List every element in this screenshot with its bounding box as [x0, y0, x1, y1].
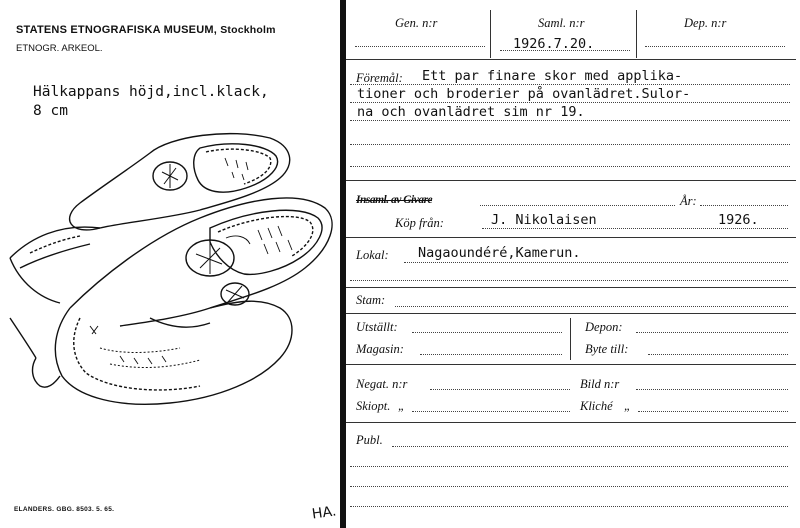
publ-line-4	[350, 506, 788, 507]
header-bottom-rule	[346, 59, 796, 60]
photo-bottom-rule	[346, 422, 796, 423]
foremal-rule-1	[350, 84, 790, 85]
publ-line-1	[392, 446, 788, 447]
header-divider-2	[636, 10, 637, 58]
saml-nr-value: 1926.7.20.	[513, 36, 595, 52]
utstallt-line	[412, 332, 562, 333]
kop-fran-line	[482, 228, 788, 229]
foremal-line-3: na och ovanlädret sim nr 19.	[357, 104, 585, 120]
ar-label: År:	[680, 194, 697, 208]
height-note-line1: Hälkappans höjd,incl.klack,	[33, 84, 269, 100]
struck-collector-label: Insaml. av Givare	[356, 194, 433, 206]
publ-line-3	[350, 486, 788, 487]
magasin-label: Magasin:	[356, 342, 404, 356]
kliche-line	[638, 411, 788, 412]
negat-line	[430, 389, 570, 390]
lokal-line-2	[350, 280, 788, 281]
museum-city: Stockholm	[220, 24, 276, 36]
department-label: ETNOGR. ARKEOL.	[16, 43, 103, 54]
museum-name	[16, 24, 276, 36]
magasin-line	[420, 354, 562, 355]
publ-label: Publ.	[356, 433, 383, 447]
storage-divider	[570, 318, 571, 360]
height-note	[33, 83, 269, 121]
depon-line	[636, 332, 788, 333]
byte-till-line	[648, 354, 788, 355]
bild-label: Bild n:r	[580, 377, 620, 391]
header-divider-1	[490, 10, 491, 58]
kliche-label: Kliché	[580, 399, 613, 413]
ar-line	[700, 205, 788, 206]
height-note-line2: 8 cm	[33, 103, 68, 119]
stam-bottom-rule	[346, 313, 796, 314]
storage-bottom-rule	[346, 364, 796, 365]
utstallt-label: Utställt:	[356, 320, 398, 334]
publ-line-2	[350, 466, 788, 467]
foremal-rule-5	[350, 166, 790, 167]
skiopt-line	[412, 411, 570, 412]
depon-label: Depon:	[585, 320, 623, 334]
ar-value: 1926.	[718, 212, 759, 228]
dep-nr-label: Dep. n:r	[684, 16, 727, 30]
lokal-bottom-rule	[346, 287, 796, 288]
kop-fran-label: Köp från:	[395, 216, 444, 230]
foremal-label: Föremål:	[356, 71, 403, 85]
saml-nr-label: Saml. n:r	[538, 16, 585, 30]
printer-imprint: ELANDERS. GBG. 8503. 5. 65.	[14, 506, 115, 513]
lokal-label: Lokal:	[356, 248, 389, 262]
dep-nr-line	[645, 46, 785, 47]
foremal-line-1: Ett par finare skor med applika-	[422, 68, 683, 84]
gen-nr-label: Gen. n:r	[395, 16, 438, 30]
stam-label: Stam:	[356, 293, 386, 307]
foremal-rule-3	[350, 120, 790, 121]
card-divider	[340, 0, 346, 528]
lokal-value: Nagaoundéré,Kamerun.	[418, 245, 581, 261]
skiopt-label: Skiopt.	[356, 399, 391, 413]
saml-nr-line	[500, 50, 630, 51]
lokal-line-1	[404, 262, 788, 263]
byte-till-label: Byte till:	[585, 342, 629, 356]
museum-name-text: STATENS ETNOGRAFISKA MUSEUM,	[16, 24, 217, 36]
foremal-rule-4	[350, 144, 790, 145]
stam-line	[395, 306, 788, 307]
foremal-bottom-rule	[346, 180, 796, 181]
kop-bottom-rule	[346, 237, 796, 238]
collector-line	[480, 205, 675, 206]
gen-nr-line	[355, 46, 485, 47]
handwritten-initials: HA.	[311, 503, 338, 523]
kop-fran-value: J. Nikolaisen	[491, 212, 597, 228]
foremal-line-2: tioner och broderier på ovanlädret.Sulor-	[357, 86, 691, 102]
negat-label: Negat. n:r	[356, 377, 408, 391]
shoes-drawing	[0, 118, 340, 408]
bild-line	[636, 389, 788, 390]
foremal-rule-2	[350, 102, 790, 103]
skiopt-value: „	[398, 399, 405, 413]
kliche-value: „	[624, 399, 631, 413]
